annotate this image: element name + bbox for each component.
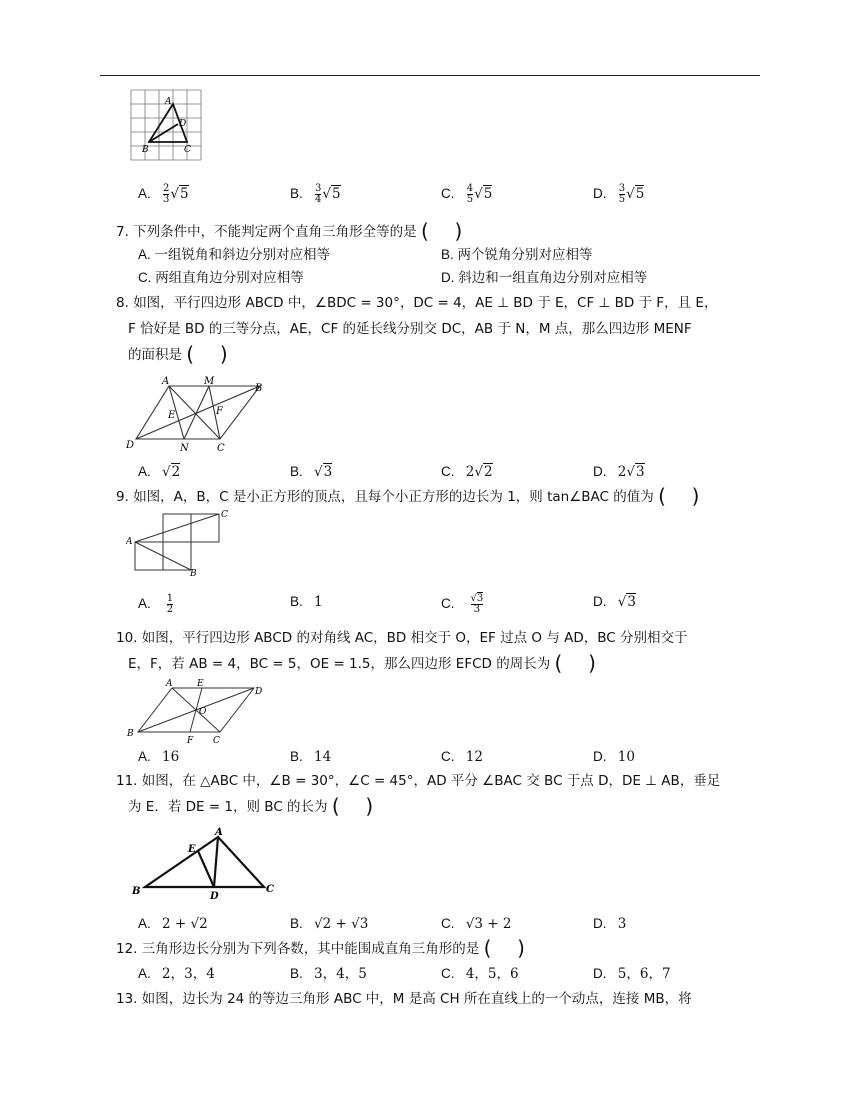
q7-stem: 7. 下列条件中，不能判定两个直角三角形全等的是 ( ) <box>116 219 463 243</box>
q11-stem-line2: 为 E．若 DE = 1，则 BC 的长为 ( ) <box>128 794 374 818</box>
q8-stem-line1: 8. 如图，平行四边形 ABCD 中，∠BDC = 30°，DC = 4，AE ⊥ BD 于 E，CF ⊥ BD 于 F，且 E， <box>116 295 718 311</box>
q8-label-a: A <box>162 376 170 387</box>
q8-stem-line2: F 恰好是 BD 的三等分点，AE，CF 的延长线分别交 DC，AB 于 N，M 点，那么四边形 MENF <box>128 321 692 337</box>
q8-label-e: E <box>168 410 176 421</box>
q6-label-b: B <box>142 145 149 155</box>
q6-option-d[interactable]: D. $\frac{3}{5}$ √5 <box>593 183 645 205</box>
q10-stem-line2: E，F，若 AB = 4，BC = 5，OE = 1.5，那么四边形 EFCD 的周长为 ( ) <box>128 651 596 675</box>
q7-option-c[interactable]: C. 两组直角边分别对应相等 <box>138 270 304 285</box>
q11-option-b[interactable]: B. √2 + √3 <box>290 916 369 932</box>
q10-label-b: B <box>127 729 134 739</box>
q11-label-e: E <box>188 844 196 855</box>
q9-label-c: C <box>221 510 228 520</box>
q8-label-c: C <box>217 443 225 454</box>
q7-option-d[interactable]: D. 斜边和一组直角边分别对应相等 <box>441 270 648 285</box>
q8-label-d: D <box>126 440 135 451</box>
q6-option-c[interactable]: C. $\frac{4}{5}$ √5 <box>441 183 493 205</box>
q10-stem-line1: 10. 如图，平行四边形 ABCD 的对角线 AC，BD 相交于 O，EF 过点 O 与 AD，BC 分别相交于 <box>116 630 688 646</box>
q10-figure <box>124 676 274 746</box>
q13-stem-line1: 13. 如图，边长为 24 的等边三角形 ABC 中，M 是高 CH 所在直线上的一个动点，连接 MB，将 <box>116 991 692 1007</box>
q12-option-a[interactable]: A. 2，3，4 <box>138 966 215 982</box>
q12-option-b[interactable]: B. 3，4，5 <box>290 966 367 982</box>
q10-label-d: D <box>255 687 263 697</box>
q12-stem: 12. 三角形边长分别为下列各数，其中能围成直角三角形的是 ( ) <box>116 936 525 960</box>
q8-label-m: M <box>204 376 215 387</box>
q6-label-d: D <box>179 119 187 129</box>
q10-option-b[interactable]: B. 14 <box>290 749 332 765</box>
q11-figure <box>128 822 278 902</box>
q9-label-a: A <box>126 537 133 547</box>
q11-label-c: C <box>266 884 274 895</box>
q8-label-f: F <box>216 406 223 417</box>
q6-label-a: A <box>165 97 172 107</box>
q10-label-a: A <box>166 679 173 689</box>
q11-option-d[interactable]: D. 3 <box>593 916 627 932</box>
q10-label-c: C <box>213 736 220 746</box>
q10-option-d[interactable]: D. 10 <box>593 749 635 765</box>
q9-option-b[interactable]: B. 1 <box>290 594 323 610</box>
q6-option-a[interactable]: A. $\frac{2}{3}$ √5 <box>138 183 189 205</box>
q6-label-c: C <box>184 145 191 155</box>
q9-option-d[interactable]: D. √3 <box>593 594 636 610</box>
q8-label-n: N <box>180 443 189 454</box>
header-rule <box>100 75 760 76</box>
q11-option-a[interactable]: A. 2 + √2 <box>138 916 208 932</box>
q10-option-c[interactable]: C. 12 <box>441 749 483 765</box>
q7-option-b[interactable]: B. 两个锐角分别对应相等 <box>441 247 593 262</box>
q9-stem: 9. 如图，A，B，C 是小正方形的顶点，且每个小正方形的边长为 1，则 tan∠BAC 的值为 ( ) <box>116 484 700 508</box>
q11-label-b: B <box>132 886 141 897</box>
q12-option-c[interactable]: C. 4，5，6 <box>441 966 519 982</box>
q6-option-b[interactable]: B. $\frac{3}{4}$ √5 <box>290 183 341 205</box>
q10-label-o: O <box>199 707 207 717</box>
q9-label-b: B <box>190 569 197 578</box>
q10-label-f: F <box>187 736 194 746</box>
q11-label-d: D <box>210 891 219 902</box>
q11-option-c[interactable]: C. √3 + 2 <box>441 916 512 932</box>
q9-option-c[interactable]: C. $\frac{√3}{3}$ <box>441 593 484 615</box>
q12-option-d[interactable]: D. 5，6，7 <box>593 966 671 982</box>
q8-option-a[interactable]: A. √2 <box>138 464 181 480</box>
q10-label-e: E <box>197 679 204 689</box>
q8-label-b: B <box>255 383 263 394</box>
q8-option-d[interactable]: D. 2√3 <box>593 464 645 480</box>
q6-figure <box>128 88 208 164</box>
q11-label-a: A <box>215 827 223 838</box>
q8-option-c[interactable]: C. 2√2 <box>441 464 493 480</box>
q9-option-a[interactable]: A. $\frac{1}{2}$ <box>138 593 174 615</box>
q10-option-a[interactable]: A. 16 <box>138 749 180 765</box>
q8-figure <box>124 372 274 456</box>
q8-option-b[interactable]: B. √3 <box>290 464 333 480</box>
q8-stem-line3: 的面积是 ( ) <box>128 342 228 366</box>
q7-option-a[interactable]: A. 一组锐角和斜边分别对应相等 <box>138 247 331 262</box>
q11-stem-line1: 11. 如图，在 △ABC 中，∠B = 30°，∠C = 45°，AD 平分 ∠BAC 交 BC 于点 D，DE ⊥ AB，垂足 <box>116 773 721 789</box>
q9-figure <box>126 508 236 578</box>
